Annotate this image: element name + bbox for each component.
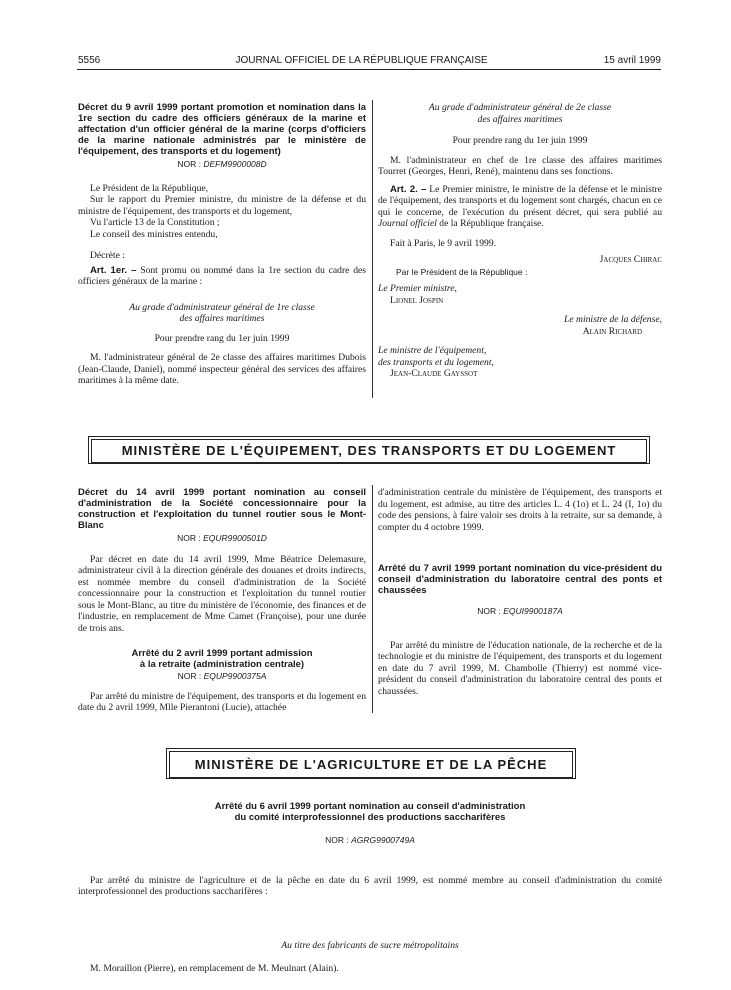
decret2-column — [78, 487, 366, 714]
decret2-title: Décret du 14 avril 1999 portant nomination au conseil d'administration de la Société concessionnaire pour la construction et l'exploitation du tunnel routier sous le Mont-Blanc — [78, 487, 366, 531]
decret1-right-column — [378, 102, 662, 380]
decret1-nor — [78, 159, 366, 171]
header-rule — [77, 69, 661, 70]
equip-title: Le ministre de l'équipement, — [378, 345, 487, 356]
grade-line: des affaires maritimes — [477, 113, 563, 125]
decret1-title: Décret du 9 avril 1999 portant promotion et nomination dans la 1re section du cadre des officiers généraux de la marine et affectation d'un officier général de la marine (corps d'officiers de la marine nationale administrés par le ministère de l'équipement, des transports et du logement) — [78, 102, 366, 157]
journal-ref: Journal officiel — [378, 218, 437, 229]
intro-line: Le conseil des ministres entendu, — [90, 228, 218, 240]
arrete2-column — [378, 487, 662, 697]
journal-title: JOURNAL OFFICIEL DE LA RÉPUBLIQUE FRANÇAISE — [235, 55, 488, 66]
grade2-heading — [378, 102, 662, 125]
nor-code: DEFM9900008D — [203, 159, 267, 169]
arrete3-nor — [78, 835, 662, 847]
banner-text: MINISTÈRE DE L'ÉQUIPEMENT, DES TRANSPORTS ET DU LOGEMENT — [91, 439, 647, 463]
decret1-art2 — [378, 184, 662, 230]
arrete2-body: Par arrêté du ministre de l'éducation nationale, de la recherche et de la technologie et du ministre de l'équipement, des transports et du logement en date du 7 avril 1999, M. Chambolle (Thierry) est nommé vice-président du conseil d'administration du laboratoire central des ponts et chaussées. — [378, 639, 662, 697]
person1: M. l'administrateur général de 2e classe des affaires maritimes Dubois (Jean-Claude, Daniel), nommé inspecteur général des services des affaires maritimes à la même date. — [78, 352, 366, 386]
decret2-nor — [78, 533, 366, 545]
arrete2-title: Arrêté du 7 avril 1999 portant nomination du vice-président du conseil d'administration du laboratoire central des ponts et chaussées — [378, 563, 662, 596]
banner-text: MINISTÈRE DE L'AGRICULTURE ET DE LA PÊCHE — [169, 751, 573, 778]
defense-name: Alain Richard — [582, 325, 642, 337]
arrete3-person: M. Moraillon (Pierre), en remplacement de M. Meulnart (Alain). — [90, 963, 339, 974]
nor-code: EQUP9900375A — [203, 671, 267, 681]
intro-line: Vu l'article 13 de la Constitution ; — [90, 217, 220, 228]
article-label: Art. 2. – — [390, 183, 427, 195]
nor-label: NOR : — [325, 835, 349, 845]
title-line: Arrêté du 2 avril 1999 portant admission — [131, 648, 313, 659]
arrete1-body: Par arrêté du ministre de l'équipement, des transports et du logement en date du 2 avril 1999, Mlle Pierantoni (Lucie), attachée — [78, 690, 366, 713]
decrete: Décrète : — [90, 250, 125, 261]
nor-label: NOR : — [177, 533, 201, 543]
title-line: du comité interprofessionnel des productions saccharifères — [234, 812, 506, 823]
nor-label: NOR : — [177, 159, 201, 169]
equip-name: Jean-Claude Gayssot — [390, 368, 478, 379]
article-text: Le Premier ministre, le ministre de la défense et le ministre de l'équipement, des transports et du logement sont chargés, chacun en ce qui le concerne, de l'exécution du présent décret, qui sera publié au — [378, 183, 662, 218]
arrete3-subtitle: Au titre des fabricants de sucre métropolitains — [281, 939, 459, 951]
title-line: Arrêté du 6 avril 1999 portant nomination au conseil d'administration — [214, 801, 526, 812]
nor-code: EQUI9900187A — [503, 606, 563, 616]
nor-label: NOR : — [477, 606, 501, 616]
decret1-intro — [78, 183, 366, 241]
fait-a-paris: Fait à Paris, le 9 avril 1999. — [390, 237, 497, 249]
arrete1-body-continued: d'administration centrale du ministère de l'équipement, des transports et du logement, est admise, au titre des articles L. 4 (1o) et L. 24 (I, 1o) du code des pensions, à faire valoir ses droits à la retraite, sur sa demande, à compter du 4 octobre 1999. — [378, 487, 662, 533]
section-banner-agriculture — [166, 748, 576, 779]
arrete1-title — [78, 648, 366, 670]
arrete3-body: Par arrêté du ministre de l'agriculture et de la pêche en date du 6 avril 1999, est nommé membre au conseil d'administration du comité interprofessionnel des productions saccharifères : — [78, 874, 662, 897]
par-president: Par le Président de la République : — [396, 266, 528, 277]
decret1-left-column — [78, 102, 366, 387]
grade-line: Au grade d'administrateur général de 2e classe — [428, 102, 612, 113]
rang2: Pour prendre rang du 1er juin 1999 — [452, 135, 588, 146]
signatory: Jacques Chirac — [599, 254, 662, 265]
decret2-body: Par décret en date du 14 avril 1999, Mme Béatrice Delemasure, administrateur civil à la direction générale des douanes et droits indirects, est nommée membre du conseil d'administration de la Société concessionnaire pour la construction et l'exploitation du tunnel routier sous le Mont-Blanc, au titre du ministère de l'économie, des finances et de l'industrie, en remplacement de Mme Camet (Françoise), pour une durée de trois ans. — [78, 553, 366, 634]
section-banner-equipement — [88, 436, 650, 464]
pm-name: Lionel Jospin — [390, 294, 444, 306]
title-line: à la retraite (administration centrale) — [139, 659, 305, 670]
nor-code: AGRG9900749A — [351, 835, 415, 845]
pm-title: Le Premier ministre, — [378, 283, 457, 294]
page-number: 5556 — [78, 55, 101, 66]
article-text: de la République française. — [439, 218, 544, 229]
arrete2-nor — [378, 606, 662, 618]
decret1-art1 — [78, 265, 366, 288]
grade-line: Au grade d'administrateur général de 1re classe — [129, 301, 315, 313]
equip-title: des transports et du logement, — [378, 356, 494, 368]
arrete3 — [78, 801, 662, 975]
arrete3-title — [78, 801, 662, 823]
rang1: Pour prendre rang du 1er juin 1999 — [154, 332, 290, 344]
column-rule — [372, 100, 373, 398]
person2: M. l'administrateur en chef de 1re classe des affaires maritimes Tourret (Georges, Henri, René), maintenu dans ses fonctions. — [378, 154, 662, 177]
arrete1-nor — [78, 671, 366, 683]
grade1-heading — [78, 302, 366, 325]
article-text: Sont promu ou nommé dans la 1re section du cadre des officiers généraux de la marine : — [78, 264, 366, 287]
grade-line: des affaires maritimes — [179, 313, 265, 324]
article-label: Art. 1er. – — [90, 264, 137, 276]
intro-line: Le Président de la République, — [90, 182, 209, 194]
intro-line: Sur le rapport du Premier ministre, du ministre de la défense et du ministre de l'équipement, des transports et du logement, — [78, 194, 366, 217]
defense-title: Le ministre de la défense, — [564, 314, 662, 325]
nor-code: EQUR9900501D — [203, 533, 267, 543]
issue-date: 15 avril 1999 — [603, 55, 661, 66]
column-rule — [372, 485, 373, 713]
nor-label: NOR : — [177, 671, 202, 681]
